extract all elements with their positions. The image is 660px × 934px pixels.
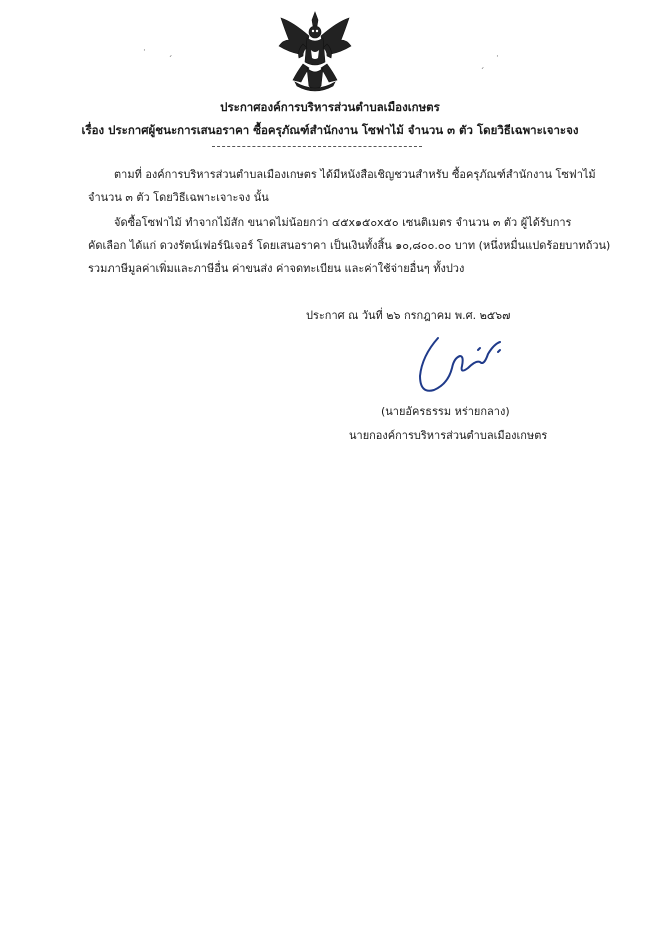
scan-speck: ˏ	[480, 60, 485, 70]
signatory-position: นายกองค์การบริหารส่วนตำบลเมืองเกษตร	[349, 429, 548, 442]
scan-speck: ˏ	[168, 48, 173, 58]
separator-line	[212, 146, 422, 147]
announcement-date: ประกาศ ณ วันที่ ๒๖ กรกฎาคม พ.ศ. ๒๕๖๗	[306, 309, 511, 322]
scan-speck: ·	[143, 46, 146, 56]
paragraph-1-line-1: ตามที่ องค์การบริหารส่วนตำบลเมืองเกษตร ได้มีหนังสือเชิญชวนสำหรับ ซื้อครุภัณฑ์สำนักงาน โซฟาไม้	[114, 168, 596, 181]
scan-speck: ·	[496, 52, 499, 62]
paragraph-2-line-3: รวมภาษีมูลค่าเพิ่มและภาษีอื่น ค่าขนส่ง ค่าจดทะเบียน และค่าใช้จ่ายอื่นๆ ทั้งปวง	[88, 262, 465, 275]
paragraph-2-line-2: คัดเลือก ได้แก่ ดวงรัตน์เฟอร์นิเจอร์ โดยเสนอราคา เป็นเงินทั้งสิ้น ๑๐,๘๐๐.๐๐ บาท (หนึ่งหมื่นแปดร้อยบาทถ้วน)	[88, 239, 611, 252]
document-title: ประกาศองค์การบริหารส่วนตำบลเมืองเกษตร	[220, 100, 440, 114]
paragraph-2-line-1: จัดซื้อโซฟาไม้ ทำจากไม้สัก ขนาดไม่น้อยกว่า ๔๕x๑๕๐x๕๐ เซนติเมตร จำนวน ๓ ตัว ผู้ได้รับการ	[114, 216, 572, 229]
document-subject: เรื่อง ประกาศผู้ชนะการเสนอราคา ซื้อครุภัณฑ์สำนักงาน โซฟาไม้ จำนวน ๓ ตัว โดยวิธีเฉพาะเจาะจง	[81, 123, 579, 137]
signature-icon	[408, 332, 513, 402]
garuda-emblem-icon	[277, 10, 353, 94]
paragraph-1-line-2: จำนวน ๓ ตัว โดยวิธีเฉพาะเจาะจง นั้น	[88, 191, 269, 204]
signatory-name: (นายอัครธรรม หร่ายกลาง)	[381, 405, 510, 418]
